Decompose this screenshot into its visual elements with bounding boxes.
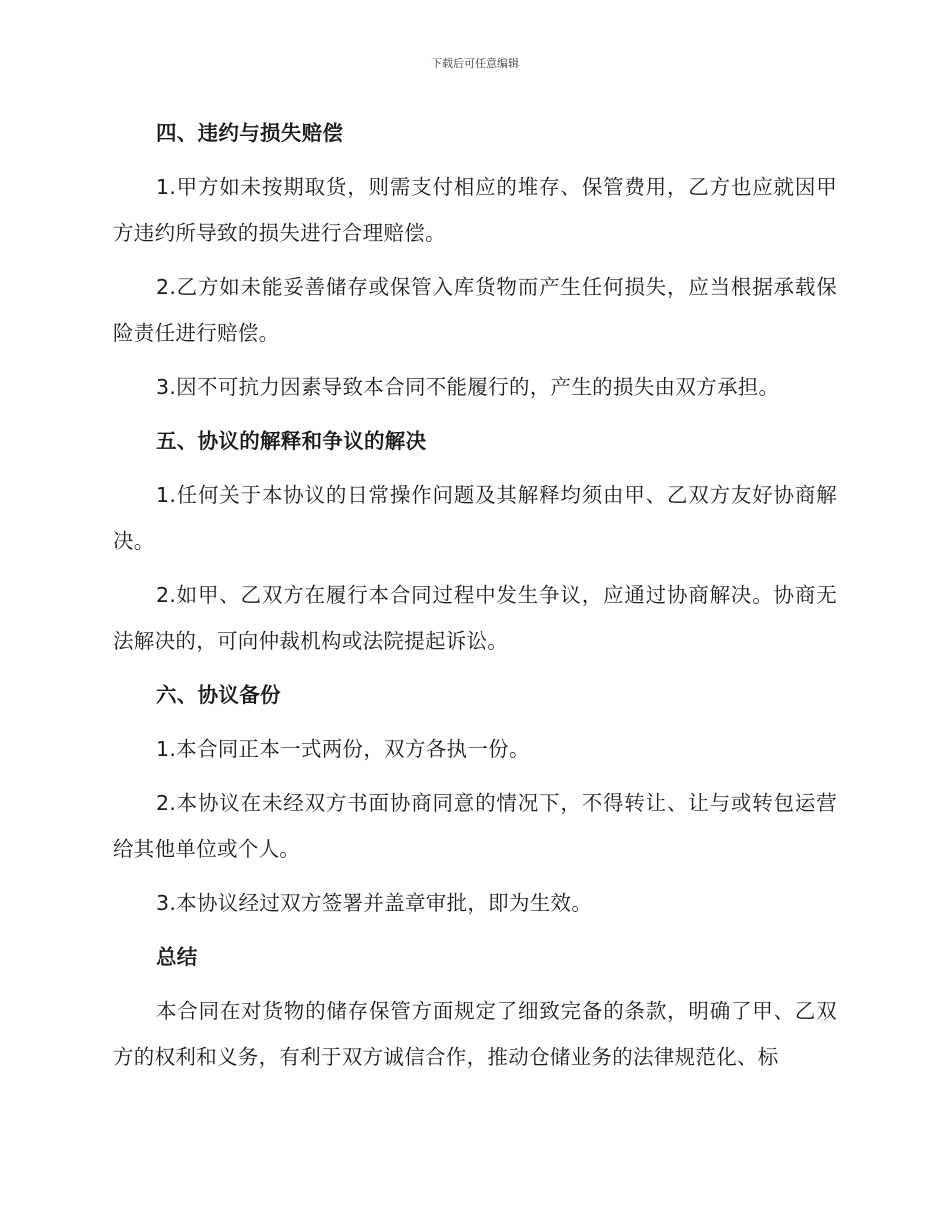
section-heading-dispute: 五、协议的解释和争议的解决: [156, 429, 427, 453]
paragraph-dispute-1: 1.任何关于本协议的日常操作问题及其解释均须由甲、乙双方友好协商解决。: [113, 483, 837, 553]
section-heading-breach: 四、违约与损失赔偿: [156, 121, 344, 145]
paragraph-copies-2: 2.本协议在未经双方书面协商同意的情况下，不得转让、让与或转包运营给其他单位或个人。: [113, 791, 837, 861]
paragraph-copies-3: 3.本协议经过双方签署并盖章审批，即为生效。: [156, 891, 593, 915]
page-header: 下载后可任意编辑: [431, 57, 519, 70]
paragraph-breach-2: 2.乙方如未能妥善储存或保管入库货物而产生任何损失，应当根据承载保险责任进行赔偿。: [113, 275, 837, 345]
paragraph-dispute-2: 2.如甲、乙双方在履行本合同过程中发生争议，应通过协商解决。协商无法解决的，可向仲裁机构或法院提起诉讼。: [113, 583, 837, 653]
paragraph-copies-1: 1.本合同正本一式两份，双方各执一份。: [156, 737, 530, 761]
document-body: [113, 110, 837, 1080]
section-heading-copies: 六、协议备份: [156, 683, 281, 707]
paragraph-breach-1: 1.甲方如未按期取货，则需支付相应的堆存、保管费用，乙方也应就因甲方违约所导致的损失进行合理赔偿。: [113, 175, 837, 245]
paragraph-breach-3: 3.因不可抗力因素导致本合同不能履行的，产生的损失由双方承担。: [156, 375, 780, 399]
paragraph-summary-1: 本合同在对货物的储存保管方面规定了细致完备的条款，明确了甲、乙双方的权利和义务，有利于双方诚信合作，推动仓储业务的法律规范化、标: [113, 999, 837, 1069]
section-heading-summary: 总结: [156, 945, 198, 969]
